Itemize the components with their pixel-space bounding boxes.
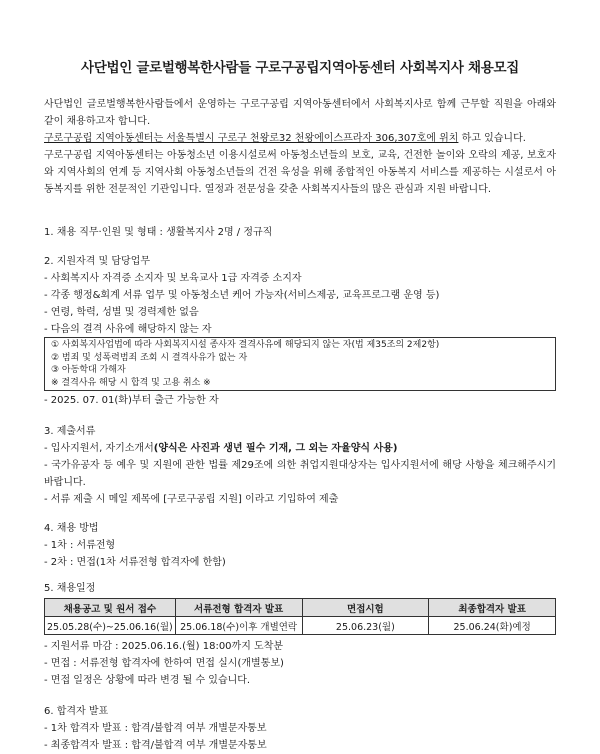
section5-note-3: - 면접 일정은 상황에 따라 변경 될 수 있습니다. [44, 675, 251, 686]
intro-text-1: 사단법인 글로벌행복한사람들에서 운영하는 구로구공립 지역아동센터에서 사회복지사로 함께 근무할 직원을 아래와 같이 채용하고자 합니다. [44, 99, 556, 127]
schedule-header-document-result: 서류전형 합격자 발표 [175, 599, 302, 617]
section3-item-1 [44, 440, 564, 457]
address-suffix: 하고 있습니다. [458, 133, 526, 144]
intro-paragraph-3 [44, 147, 556, 198]
section6-item-1: - 1차 합격자 발표 : 합격/불합격 여부 개별문자통보 [44, 723, 267, 734]
section2-item-3: - 연령, 학력, 성별 및 경력제한 없음 [44, 307, 199, 318]
section6-heading: 6. 합격자 발표 [44, 706, 109, 717]
section3-item-1-bold: (양식은 사진과 생년 필수 기재, 그 외는 자율양식 사용) [153, 443, 398, 454]
schedule-header-final-result: 최종합격자 발표 [429, 599, 556, 617]
section6-item-2: - 최종합격자 발표 : 합격/불합격 여부 개별문자통보 [44, 740, 267, 751]
intro-text-3: 구로구공립 지역아동센터는 아동청소년 이용시설로써 아동청소년들의 보호, 교육, 건전한 놀이와 오락의 제공, 보호자와 지역사회의 연계 등 지역사회 아동청소년들의 건전 육성을 위해 종합적인 아동복지 서비스를 제공하는 시설로서 아동복지를 위한 전문적인 기관입니다. 열정과 전문성을 갖춘 사회복지사들의 많은 관심과 지원 바랍니다. [44, 150, 556, 195]
disqualification-item-2: ② 범죄 및 성폭력범죄 조회 시 결격사유가 없는 자 [51, 352, 248, 363]
disqualification-item-1: ① 사회복지사업법에 따라 사회복지시설 종사자 결격사유에 해당되지 않는 자(법 제35조의 2제2항) [51, 340, 440, 350]
section5-note-2: - 면접 : 서류전형 합격자에 한하여 면접 실시(개별통보) [44, 658, 284, 669]
section2-start-date: - 2025. 07. 01(화)부터 출근 가능한 자 [44, 395, 219, 406]
section4-item-2: - 2차 : 면접(1차 서류전형 합격자에 한함) [44, 557, 226, 568]
section4-heading: 4. 채용 방법 [44, 523, 99, 534]
intro-paragraph-1 [44, 96, 556, 130]
section2-item-2: - 각종 행정&회계 서류 업무 및 아동청소년 케어 가능자(서비스제공, 교육프로그램 운영 등) [44, 290, 440, 301]
schedule-cell-apply: 25.05.28(수)~25.06.16(월) [45, 617, 176, 635]
disqualification-box [44, 337, 556, 391]
section3-item-2-text: - 국가유공자 등 예우 및 지원에 관한 법률 제29조에 의한 취업지원대상자는 입사지원서에 해당 사항을 체크해주시기 바랍니다. [44, 460, 556, 488]
schedule-cell-document-result: 25.06.18(수)이후 개별연락 [175, 617, 302, 635]
section3-heading: 3. 제출서류 [44, 426, 96, 437]
schedule-header-apply: 채용공고 및 원서 접수 [45, 599, 176, 617]
intro-paragraph-2 [44, 130, 556, 147]
schedule-header-row [45, 599, 556, 617]
section2-heading: 2. 지원자격 및 담당업무 [44, 256, 151, 267]
disqualification-item-3: ③ 아동학대 가해자 [51, 365, 126, 375]
section5-heading: 5. 채용일정 [44, 583, 96, 594]
section5-note-1: - 지원서류 마감 : 2025.06.16.(월) 18:00까지 도착분 [44, 641, 284, 652]
section2-item-1: - 사회복지사 자격증 소지자 및 보육교사 1급 자격증 소지자 [44, 273, 302, 284]
schedule-cell-final-result: 25.06.24(화)예정 [429, 617, 556, 635]
section1-heading: 1. 채용 직무·인원 및 형태 : 생활복지사 2명 / 정규직 [44, 227, 273, 238]
page-title: 사단법인 글로벌행복한사람들 구로구공립지역아동센터 사회복지사 채용모집 [80, 60, 520, 76]
section4-item-1: - 1차 : 서류전형 [44, 540, 116, 551]
section3-item-2 [44, 457, 556, 491]
schedule-header-interview: 면접시험 [302, 599, 429, 617]
section3-item-1-text: - 입사지원서, 자기소개서 [44, 443, 154, 454]
section2-item-4: - 다음의 결격 사유에 해당하지 않는 자 [44, 324, 212, 335]
schedule-table [44, 598, 556, 635]
section3-item-3: - 서류 제출 시 메일 제목에 [구로구공립 지원] 이라고 기입하여 제출 [44, 494, 339, 505]
schedule-cell-interview: 25.06.23(월) [302, 617, 429, 635]
schedule-row [45, 617, 556, 635]
address-text: 구로구공립 지역아동센터는 서울특별시 구로구 천왕로32 천왕에이스프라자 306,307호에 위치 [44, 133, 459, 144]
disqualification-note: ※ 결격사유 해당 시 합격 및 고용 취소 ※ [51, 377, 211, 388]
